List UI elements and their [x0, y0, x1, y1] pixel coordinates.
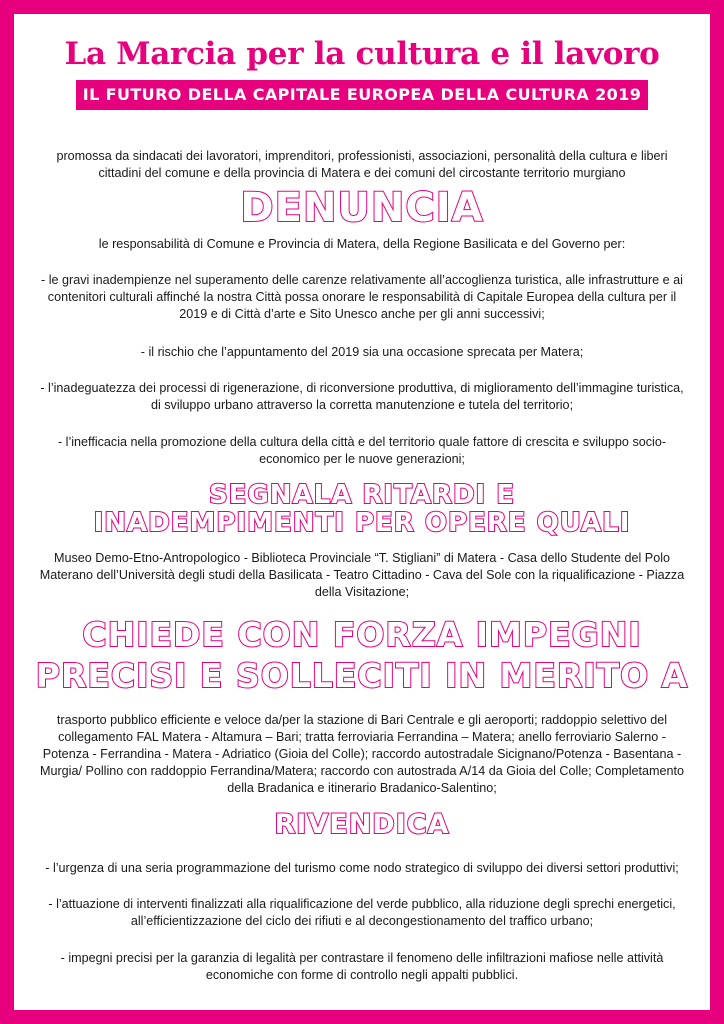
chiede-text: trasporto pubblico efficiente e veloce da/per la stazione di Bari Centrale e gli aeroporti; raddoppio selettivo del collegamento FAL Matera - Altamura – Bari; tratta ferroviaria Ferrandina – Matera; anello ferroviario Salerno - Potenza - Ferrandina - Matera - Adriatico (Gioia del Colle); raccordo autostradale Sicignano/Potenza - Basentana - Murgia/ Pollino con raddoppio Ferrandina/Matera; raccordo con autostrada A/14 da Gioia del Colle; Completamento della Bradanica e itinerario Bradanico-Salentino;: [39, 713, 685, 795]
heading-chiede-line: CHIEDE CON FORZA IMPEGNI: [82, 615, 642, 654]
rivendica-item: - l’urgenza di una seria programmazione del turismo come nodo strategico di sviluppo dei diversi settori produttivi;: [45, 861, 679, 875]
poster-subtitle-banner: IL FUTURO DELLA CAPITALE EUROPEA DELLA CULTURA 2019: [76, 80, 648, 110]
poster-title: La Marcia per la cultura e il lavoro: [64, 36, 660, 72]
denuncia-item: - le gravi inadempienze nel superamento delle carenze relativamente all’accoglienza turistica, alle infrastrutture e ai contenitori culturali affinché la nostra Città possa onorare le responsabilità di Capitale Europea della cultura per il 2019 e di Città d’arte e Sito Unesco anche per gli anni successivi;: [41, 273, 683, 321]
denuncia-item: - l’inefficacia nella promozione della cultura della città e del territorio quale fattore di crescita e sviluppo socio-economico per le nuove generazioni;: [57, 435, 667, 466]
denuncia-item: - l’inadeguatezza dei processi di rigenerazione, di riconversione produttiva, di miglioramento dell’immagine turistica, di sviluppo urbano attraverso la corretta manutenzione e tutela del territorio;: [40, 381, 684, 412]
denuncia-item: - il rischio che l’appuntamento del 2019 sia una occasione sprecata per Matera;: [140, 345, 584, 359]
intro-text: promossa da sindacati dei lavoratori, imprenditori, professionisti, associazioni, personalità della cultura e liberi cittadini del comune e della provincia di Matera e dei comuni del circostante territorio murgiano: [56, 149, 668, 180]
heading-rivendica: RIVENDICA: [274, 809, 450, 840]
denuncia-lead: le responsabilità di Comune e Provincia di Matera, della Regione Basilicata e del Governo per:: [98, 237, 626, 251]
rivendica-item: - l’attuazione di interventi finalizzati alla riqualificazione del verde pubblico, alla riduzione degli sprechi energetici, all’efficientizzazione del ciclo dei rifiuti e al decongestionamento del traffico urbano;: [48, 897, 676, 928]
poster-sheet: [14, 14, 710, 1010]
segnala-text: Museo Demo-Etno-Antropologico - Biblioteca Provinciale “T. Stigliani” di Matera - Casa dello Studente del Polo Materano dell’Università degli studi della Basilicata - Teatro Cittadino - Cava del Sole con la riqualificazione - Piazza della Visitazione;: [39, 551, 685, 599]
heading-segnala-line: INADEMPIMENTI PER OPERE QUALI: [93, 508, 631, 538]
rivendica-item: - impegni precisi per la garanzia di legalità per contrastare il fenomeno delle infiltrazioni mafiose nelle attività economiche con forme di controllo negli appalti pubblici.: [60, 951, 664, 982]
heading-segnala-line: SEGNALA RITARDI E: [208, 480, 516, 510]
heading-denuncia: DENUNCIA: [240, 185, 484, 231]
heading-chiede-line: PRECISI E SOLLECITI IN MERITO A: [35, 656, 689, 695]
